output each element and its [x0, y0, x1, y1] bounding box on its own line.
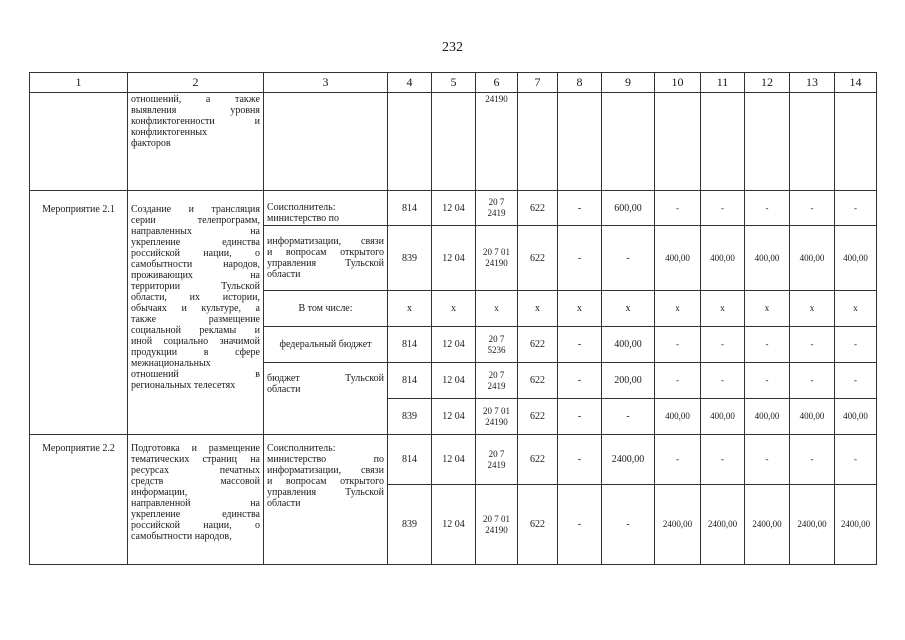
cell-col10: 2400,00 [655, 485, 701, 565]
cell-col14: x [835, 291, 877, 327]
cell-col8: - [558, 226, 602, 291]
cell-col7: 622 [518, 226, 558, 291]
text-line: направленных на [131, 226, 260, 237]
text-line: российской нации, о [131, 520, 260, 531]
cell-col13: - [790, 327, 835, 363]
cell-col13: x [790, 291, 835, 327]
cell-col7: 622 [518, 191, 558, 226]
header-col11: 11 [701, 73, 745, 93]
cell-col6: x [476, 291, 518, 327]
cell-col14: - [835, 191, 877, 226]
cell-col14 [835, 93, 877, 191]
cell-col7: 622 [518, 327, 558, 363]
header-col9: 9 [602, 73, 655, 93]
cell-col6: 24190 [476, 93, 518, 191]
cell-col8: - [558, 191, 602, 226]
text-line: продукции в сфере [131, 347, 260, 358]
header-row [30, 73, 877, 93]
text-line: конфликтогенных [131, 127, 208, 138]
cell-col10: - [655, 327, 701, 363]
cell-col7: 622 [518, 485, 558, 565]
cell-col12: 400,00 [745, 399, 790, 435]
cell-col4 [388, 93, 432, 191]
text-line: обычаях и культуре, а [131, 303, 260, 314]
cell-col11: 400,00 [701, 226, 745, 291]
cell-col10: - [655, 435, 701, 485]
cell-col6: 20 7 01 24190 [476, 226, 518, 291]
cell-col9: x [602, 291, 655, 327]
header-col6: 6 [476, 73, 518, 93]
executor-cell [264, 191, 388, 226]
cell-col8 [558, 93, 602, 191]
cell-col7: x [518, 291, 558, 327]
header-col10: 10 [655, 73, 701, 93]
cell-col1 [30, 93, 128, 191]
cell-col9 [602, 93, 655, 191]
cell-col4: 814 [388, 363, 432, 399]
text-line: отношений, а также [131, 94, 260, 105]
cell-col12: - [745, 191, 790, 226]
cell-col6: 20 7 5236 [476, 327, 518, 363]
text-line: проживающих на [131, 270, 260, 281]
text-line: Подготовка и размещение [131, 443, 260, 454]
header-col14: 14 [835, 73, 877, 93]
text-line: территории Тульской [131, 281, 260, 292]
cell-col14: 400,00 [835, 399, 877, 435]
text-line: укрепление единства [131, 237, 260, 248]
cell-col9: - [602, 485, 655, 565]
text-line: области [267, 498, 301, 509]
cell-col11: - [701, 327, 745, 363]
cell-col12: - [745, 435, 790, 485]
cell-col13: 2400,00 [790, 485, 835, 565]
cell-col13: 400,00 [790, 399, 835, 435]
cell-col5: x [432, 291, 476, 327]
text-line: Соисполнитель: [267, 202, 336, 213]
activity-label: Мероприятие 2.2 [30, 435, 128, 565]
text-line: министерство по [267, 213, 339, 224]
executor-cell [264, 435, 388, 565]
cell-col13: 400,00 [790, 226, 835, 291]
text-line: факторов [131, 138, 171, 149]
cell-col5: 12 04 [432, 435, 476, 485]
cell-col13: - [790, 363, 835, 399]
cell-col13 [790, 93, 835, 191]
header-col5: 5 [432, 73, 476, 93]
cell-col5: 12 04 [432, 399, 476, 435]
table-row [30, 93, 877, 191]
text-line: тематических страниц на [131, 454, 260, 465]
cell-col8: - [558, 435, 602, 485]
cell-col9: - [602, 226, 655, 291]
cell-col10: - [655, 363, 701, 399]
text-line: и вопросам открытого [267, 476, 384, 487]
header-col7: 7 [518, 73, 558, 93]
cell-col13: - [790, 191, 835, 226]
cell-col14: 400,00 [835, 226, 877, 291]
cell-col8: - [558, 363, 602, 399]
cell-col12: 400,00 [745, 226, 790, 291]
executor-cell [264, 226, 388, 291]
header-col12: 12 [745, 73, 790, 93]
budget-source-cell [264, 363, 388, 435]
cell-col8: - [558, 399, 602, 435]
cell-col5: 12 04 [432, 363, 476, 399]
cell-col7: 622 [518, 399, 558, 435]
cell-col12: 2400,00 [745, 485, 790, 565]
cell-col7: 622 [518, 363, 558, 399]
cell-col14: - [835, 435, 877, 485]
text-line: укрепление единства [131, 509, 260, 520]
cell-col11: - [701, 191, 745, 226]
cell-col6: 20 7 01 24190 [476, 399, 518, 435]
cell-col5: 12 04 [432, 191, 476, 226]
text-line: выявления уровня [131, 105, 260, 116]
cell-col9: 200,00 [602, 363, 655, 399]
cell-col8: x [558, 291, 602, 327]
cell-col9: 2400,00 [602, 435, 655, 485]
cell-col6: 20 7 2419 [476, 363, 518, 399]
cell-col12: x [745, 291, 790, 327]
cell-col5: 12 04 [432, 226, 476, 291]
text-line: серии телепрограмм, [131, 215, 260, 226]
cell-col11 [701, 93, 745, 191]
text-line: и вопросам открытого [267, 247, 384, 258]
cell-col10: - [655, 191, 701, 226]
text-line: региональных телесетях [131, 380, 236, 391]
cell-col4: 839 [388, 226, 432, 291]
cell-col10 [655, 93, 701, 191]
cell-col9: 400,00 [602, 327, 655, 363]
cell-col4: x [388, 291, 432, 327]
cell-col3 [264, 93, 388, 191]
activity-description [128, 93, 264, 191]
cell-col6: 20 7 2419 [476, 191, 518, 226]
text-line: управления Тульской [267, 258, 384, 269]
cell-col13: - [790, 435, 835, 485]
cell-col10: 400,00 [655, 399, 701, 435]
cell-col4: 814 [388, 435, 432, 485]
activity-label: Мероприятие 2.1 [30, 191, 128, 435]
cell-col14: 2400,00 [835, 485, 877, 565]
activity-description [128, 435, 264, 565]
activity-description [128, 191, 264, 435]
text-line: области [267, 384, 301, 395]
cell-col12: - [745, 327, 790, 363]
cell-col5: 12 04 [432, 485, 476, 565]
cell-col10: x [655, 291, 701, 327]
cell-col5 [432, 93, 476, 191]
cell-col4: 839 [388, 485, 432, 565]
text-line: области [267, 269, 301, 280]
table-row [30, 191, 877, 226]
text-line: конфликтогенности и [131, 116, 260, 127]
text-line: самобытности народов, [131, 259, 260, 270]
text-line: российской нации, о [131, 248, 260, 259]
text-line: информации, [131, 487, 188, 498]
header-col13: 13 [790, 73, 835, 93]
cell-col6: 20 7 01 24190 [476, 485, 518, 565]
text-line: управления Тульской [267, 487, 384, 498]
text-line: социальной рекламы и [131, 325, 260, 336]
cell-col6: 20 7 2419 [476, 435, 518, 485]
cell-col12: - [745, 363, 790, 399]
text-line: Создание и трансляция [131, 204, 260, 215]
header-col3: 3 [264, 73, 388, 93]
cell-col8: - [558, 327, 602, 363]
cell-col4: 814 [388, 327, 432, 363]
text-line: области, их истории, [131, 292, 260, 303]
text-line: направленной на [131, 498, 260, 509]
cell-col11: 2400,00 [701, 485, 745, 565]
cell-col11: - [701, 363, 745, 399]
text-line: средств массовой [131, 476, 260, 487]
cell-col11: x [701, 291, 745, 327]
text-line: межнациональных [131, 358, 211, 369]
text-line: также размещение [131, 314, 260, 325]
text-line: Соисполнитель: [267, 443, 336, 454]
cell-col4: 814 [388, 191, 432, 226]
page-number: 232 [442, 40, 463, 55]
header-col2: 2 [128, 73, 264, 93]
cell-col7: 622 [518, 435, 558, 485]
cell-col9: - [602, 399, 655, 435]
budget-source-cell: В том числе: [264, 291, 388, 327]
cell-col9: 600,00 [602, 191, 655, 226]
header-col1: 1 [30, 73, 128, 93]
cell-col14: - [835, 363, 877, 399]
text-line: информатизации, связи [267, 236, 384, 247]
cell-col7 [518, 93, 558, 191]
table-row [30, 435, 877, 485]
text-line: информатизации, связи [267, 465, 384, 476]
cell-col12 [745, 93, 790, 191]
text-line: самобытности народов, [131, 531, 232, 542]
text-line: иной социально значимой [131, 336, 260, 347]
text-line: бюджет Тульской [267, 373, 384, 384]
header-col4: 4 [388, 73, 432, 93]
cell-col11: - [701, 435, 745, 485]
cell-col10: 400,00 [655, 226, 701, 291]
budget-source-cell: федеральный бюджет [264, 327, 388, 363]
cell-col5: 12 04 [432, 327, 476, 363]
cell-col11: 400,00 [701, 399, 745, 435]
text-line: отношений в [131, 369, 260, 380]
cell-col14: - [835, 327, 877, 363]
header-col8: 8 [558, 73, 602, 93]
text-line: министерство по [267, 454, 384, 465]
text-line: ресурсах печатных [131, 465, 260, 476]
cell-col8: - [558, 485, 602, 565]
cell-col4: 839 [388, 399, 432, 435]
budget-table [29, 72, 877, 565]
